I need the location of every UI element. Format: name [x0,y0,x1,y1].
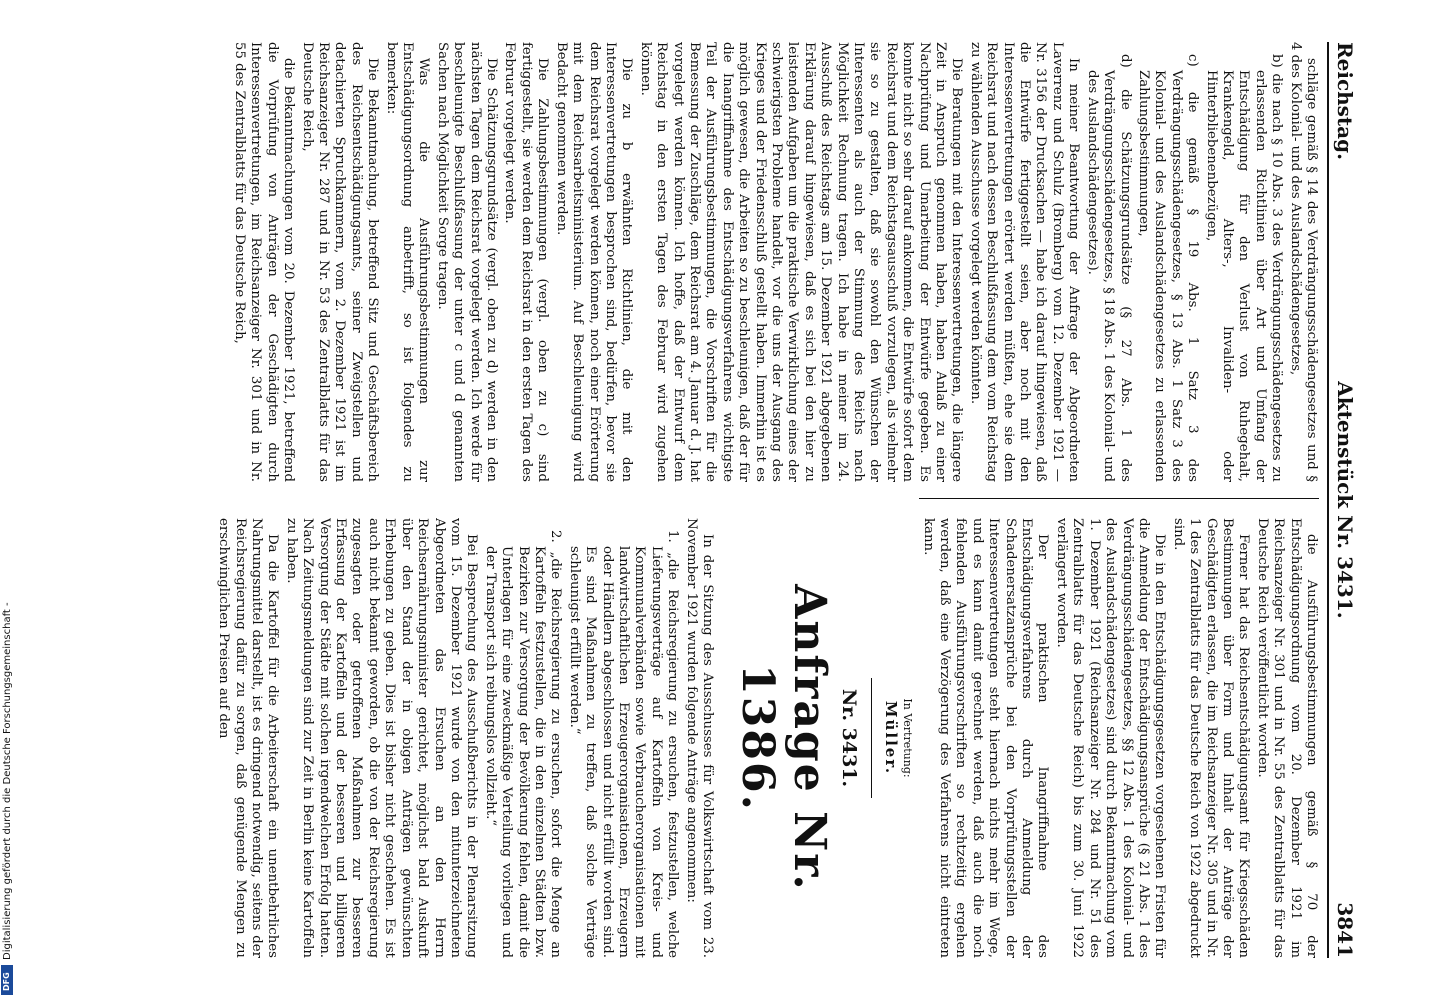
paragraph: schläge gemäß § 14 des Verdrängungsschädengesetzes und § 4 des Kolonial- und des Auslandschädengesetzes, [1287,42,1319,482]
paragraph: Die in den Entschädigungsgesetzen vorgesehenen Fristen für die Anmeldung der Entschädigungsansprüche (§ 21 Abs. 1 des Verdrängungsschädengesetzes, §§ 12 Abs. 1 des Kolonial- und des Auslandschädengesetzes) sind durch Bekanntmachung vom 1. Dezember 1921 (Reichsanzeiger Nr. 284 und Nr. 51 des Zentralblatts für das Deutsche Reich) bis zum 30. Juni 1922 verlängert worden. [1053,518,1168,958]
left-column [75,42,1319,482]
section-title: Anfrage Nr. 1386. [732,584,836,892]
column-divider [919,498,1319,499]
paragraph: Die Zahlungsbestimmungen (vergl. oben zu c) sind fertiggestellt, sie werden dem Reichsrat in den ersten Tagen des Februar vorgelegt werden. [502,42,551,482]
list-item: b) die nach § 10 Abs. 3 des Verdrängungsschädengesetzes zu erlassenden Richtlinien über Art und Umfang der Entschädigung für den Verlust von Ruhegehalt, Krankengeld, Alters-, Invaliden- oder Hinterbliebenenbezügen, [1203,54,1285,482]
digitization-credit [0,500,14,980]
paragraph: Die Beratungen mit den Interessenvertretungen, die längere Zeit in Anspruch genommen haben, haben Anlaß zu einer Nachprüfung und Umarbeitung der Entwürfe gegeben. Es konnte nicht so sehr darauf ankommen, die Entwürfe sofort dem Reichsrat und dem Reichstagsausschuß vorzulegen, als vielmehr sie so zu gestalten, daß sie sowohl den Wünschen der Interessenten als auch der Stimmung des Reichs nach Möglichkeit Rechnung tragen. Ich habe in meiner im 24. Ausschuß des Reichstags am 15. Dezember 1921 abgegebenen Erklärung darauf hingewiesen, daß es sich bei den hier zu leistenden Aufgaben um die praktische Verwirklichung eines der schwierigsten Probleme handelt, vor die uns der Ausgang des Krieges und der Friedensschluß gestellt haben. Immerhin ist es möglich gewesen, die Arbeiten so zu beschleunigen, daß der für die Inangriffnahme des Entschädigungsverfahrens wichtigste Teil der Ausführungsbestimmungen, die Vorschriften für die Bemessung der Zuschläge, dem Reichsrat am 4. Januar d. J. hat vorgelegt werden können. Ich hoffe, daß der Entwurf dem Reichstag in den ersten Tagen des Februar wird zugehen können. [637,42,965,482]
signature-label: In Vertretung: [901,698,915,778]
right-column-paragraphs-before [919,518,1319,958]
header-title: Aktenstück Nr. 3431. [1333,381,1357,619]
paragraph: In der Sitzung des Ausschusses für Volkswirtschaft vom 23. November 1921 wurden folgende Anträge angenommen: [683,518,716,958]
paragraph: Bei Besprechung des Ausschußberichts in der Plenarsitzung vom 15. Dezember 1921 wurde von den mitunterzeichneten Abgeordneten das Ersuchen an den Herrn Reichsernährungsminister gerichtet, möglichst bald Auskunft über den Stand der in obigen Anträgen gewünschten Erhebungen zu geben. Dies ist bisher nicht geschehen. Es ist auch nicht bekannt geworden, ob die von der Reichsregierung zugesagten oder getroffenen Maßnahmen zur besseren Erfassung der Kartoffeln und der besseren und billigeren Versorgung der Städte mit solchen irgendwelchen Erfolg hatten. Nach Zeitungsmeldungen sind zur Zeit in Berlin keine Kartoffeln zu haben. [283,518,480,958]
page-header [1327,42,1359,958]
paragraph: die Ausführungsbestimmungen gemäß § 70 der Entschädigungsordnung vom 20. Dezember 1921 im Reichsanzeiger Nr. 301 und in Nr. 55 des Zentralblatts für das Deutsche Reich veröffentlicht worden. [1254,518,1319,958]
page-number: 3841 [1333,902,1357,958]
list-item: c) die gemäß § 19 Abs. 1 Satz 3 des Verdrängungsschädengesetzes, § 13 Abs. 1 Satz 3 des Kolonial- und des Auslandschädengesetzes zu erlassenden Zahlungsbestimmungen, [1135,54,1201,482]
document-page [67,20,1367,980]
header-left: Reichstag. [1333,42,1357,161]
paragraph: Was die Ausführungsbestimmungen zur Entschädigungsordnung anbetrifft, so ist folgendes zu bemerken: [383,42,432,482]
paragraph: Da die Kartoffel für die Arbeiterschaft ein unentbehrliches Nahrungsmittel darstellt, ist es dringend notwendig, seitens der Reichsregierung dafür zu sorgen, daß genügende Mengen zu erschwinglichen Preisen auf den [216,518,281,958]
signature-name: Müller. [881,700,900,776]
paragraph: Die Bekanntmachung, betreffend Sitz und Geschäftsbereich des Reichsentschädigungsamts, seiner Zweigstellen und detachierten Spruchkammern, vom 2. Dezember 1921 ist im Reichsanzeiger Nr. 287 und in Nr. 53 des Zentralblatts für das Deutsche Reich, [299,42,381,482]
list-item: d) die Schätzungsgrundsätze (§ 27 Abs. 1 des Verdrängungsschädengesetzes, § 18 Abs. 1 des Kolonial- und des Auslandschädengesetzes). [1084,54,1133,482]
list-item: 2. „die Reichsregierung zu ersuchen, sofort die Menge an Kartoffeln festzustellen, die in den einzelnen Städten bzw. Bezirken zur Versorgung der Bevölkerung fehlen, damit die Unterlagen für eine zweckmäßige Verteilung vorliegen und der Transport sich reibungslos vollzieht.“ [482,530,564,958]
paragraph: Ferner hat das Reichsentschädigungsamt für Kriegsschäden Bestimmungen über Form und Inhalt der Anträge der Geschädigten erlassen, die im Reichsanzeiger Nr. 305 und in Nr. 1 des Zentralblatts für das Deutsche Reich von 1922 abgedruckt sind. [1170,518,1252,958]
paragraph: Die zu b erwähnten Richtlinien, die mit den Interessenvertretungen besprochen sind, bedürfen, bevor sie dem Reichsrat vorgelegt werden können, noch einer Erörterung mit dem Reichsarbeitsministerium. Auf Beschleunigung wird Bedacht genommen werden. [553,42,635,482]
paragraph: Der praktischen Inangriffnahme des Entschädigungsverfahrens durch Anmeldung der Schadenersatzansprüche bei den Vorprüfungsstellen der Interessenvertretungen steht hiernach nichts mehr im Wege, und es kann damit gerechnet werden, daß auch die noch fehlenden Ausführungsvorschriften so rechtzeitig ergehen werden, daß eine Verzögerung des Verfahrens nicht eintreten kann. [920,518,1051,958]
paragraph: Die Schätzungsgrundsätze (vergl. oben zu d) werden in den nächsten Tagen dem Reichsrat vorgelegt werden. Ich werde für beschleunigte Beschlußfassung der unter c und d genannten Sachen nach Möglichkeit Sorge tragen. [434,42,500,482]
list-item: 1. „die Reichsregierung zu ersuchen, festzustellen, welche Lieferungsverträge auf Kartoffeln von Kreis- und Kommunalverbänden sowie Verbraucherorganisationen mit landwirtschaftlichen Erzeugerorganisationen, Erzeugern oder Händlern abgeschlossen und nicht erfüllt worden sind. Es sind Maßnahmen zu treffen, daß solche Verträge schleunigst erfüllt werden.“ [566,530,681,958]
digitization-credit-text: Digitalisierung gefördert durch die Deutsche Forschungsgemeinschaft - [2,602,13,960]
paragraph: die Bekanntmachungen vom 20. Dezember 1921, betreffend die Vorprüfung von Anträgen der Geschädigten durch Interessenvertretungen, im Reichsanzeiger Nr. 301 und in Nr. 55 des Zentralblatts für das Deutsche Reich, [232,42,297,482]
right-column-paragraphs-after [215,518,715,958]
separator-rule [871,678,872,798]
right-column [75,518,1319,958]
paragraph: In meiner Beantwortung der Anfrage der Abgeordneten Laverrenz und Schulz (Bromberg) vom 12. Dezember 1921 — Nr. 3156 der Drucksachen — habe ich darauf hingewiesen, daß die Entwürfe fertiggestellt seien, aber noch mit den Interessenvertretungen erörtert werden müßten, ehe sie dem Reichsrat und nach dessen Beschlußfassung dem vom Reichstag zu wählenden Ausschusse vorgelegt werden könnten. [967,42,1082,482]
section-number: Nr. 3431. [838,688,861,788]
dfg-logo-text: DFG [2,972,11,991]
dfg-logo [1,965,13,995]
